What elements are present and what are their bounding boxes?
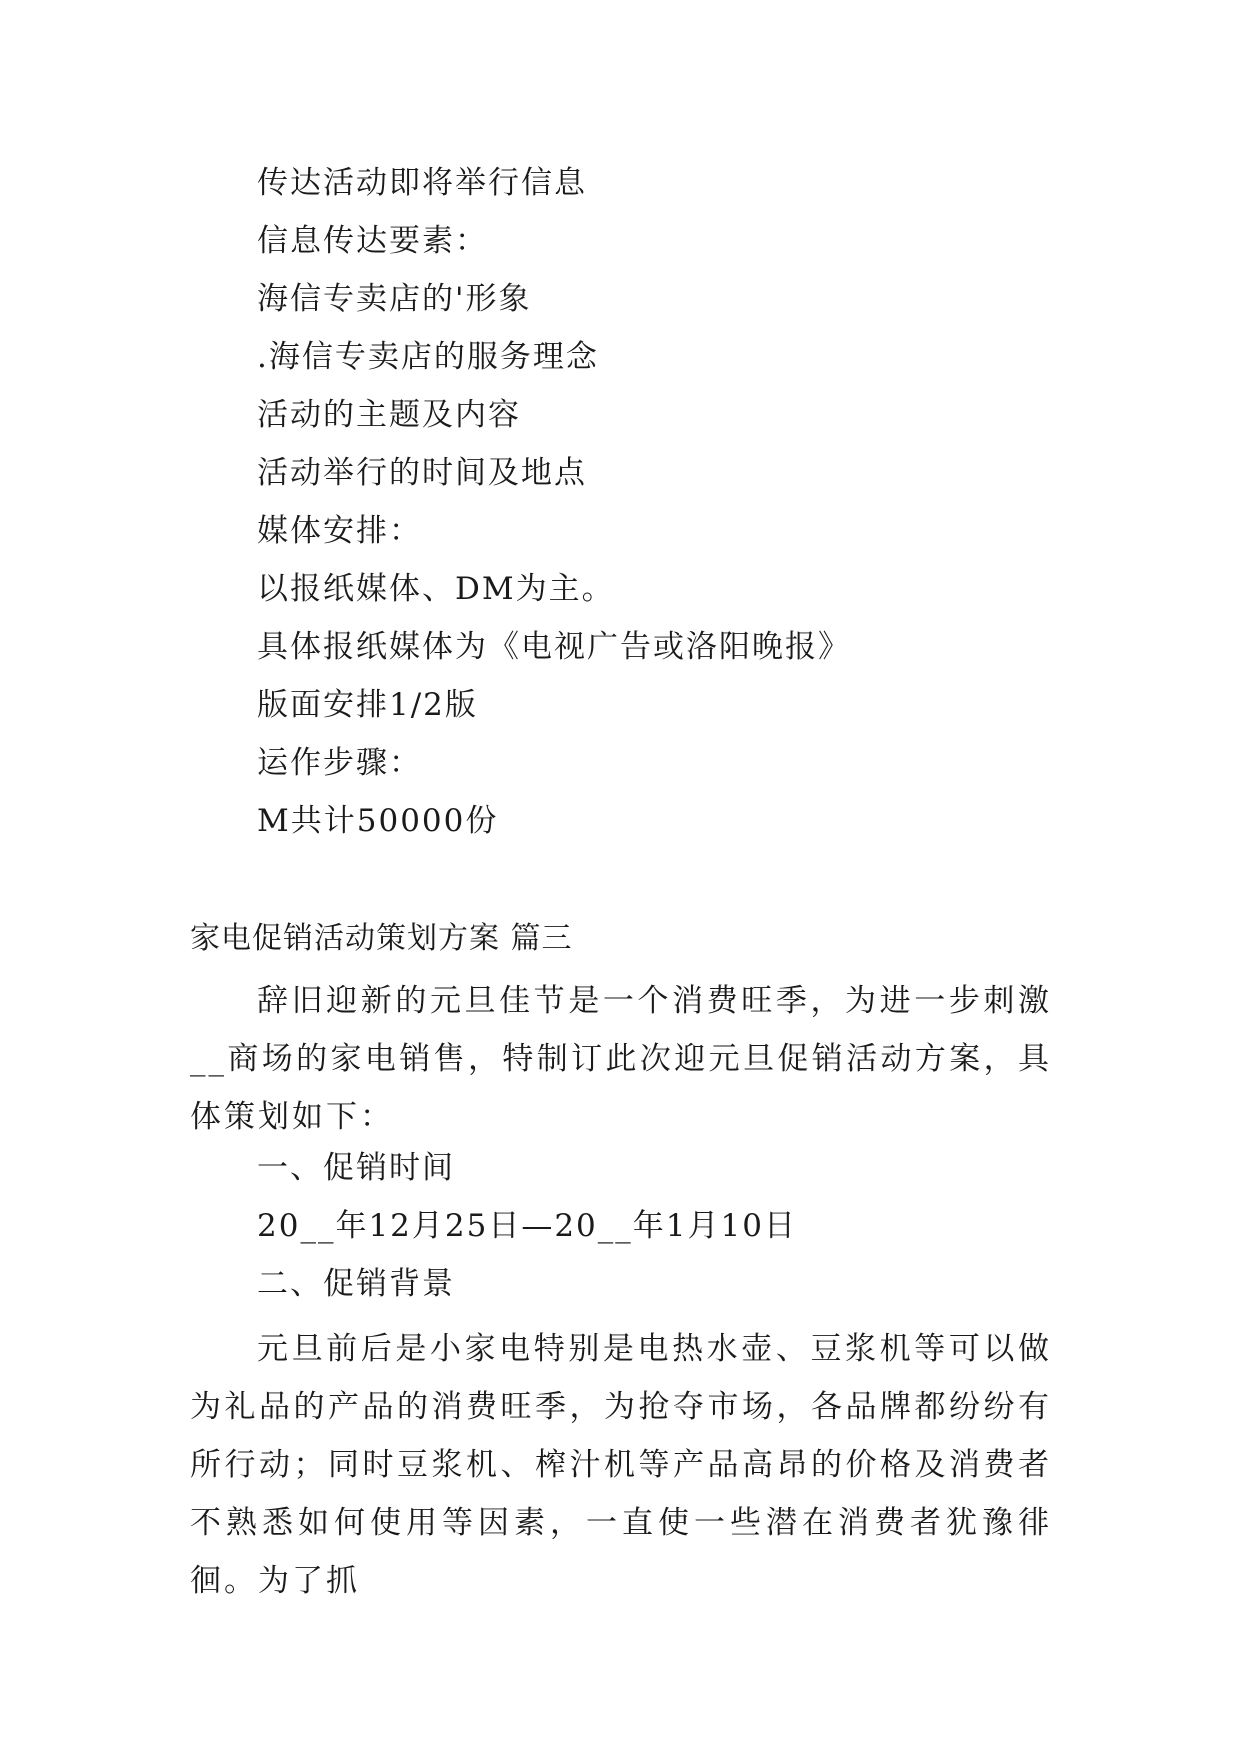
background-paragraph: 元旦前后是小家电特别是电热水壶、豆浆机等可以做为礼品的产品的消费旺季，为抢夺市场，各品牌都纷纷有所行动；同时豆浆机、榨汁机等产品高昂的价格及消费者不熟悉如何使用等因素，一直使一些潜在消费者犹豫徘徊。为了抓 <box>190 1331 1052 1599</box>
list-item: 媒体安排： <box>257 513 422 549</box>
list-item: 传达活动即将举行信息 <box>257 165 587 201</box>
list-item: 以报纸媒体、DM为主。 <box>257 571 615 607</box>
section-heading: 家电促销活动策划方案 篇三 <box>190 921 573 956</box>
list-item: 活动的主题及内容 <box>257 397 521 433</box>
list-item: 信息传达要素： <box>257 223 488 259</box>
promo-background-heading: 二、促销背景 <box>257 1266 455 1302</box>
list-item: 活动举行的时间及地点 <box>257 455 587 491</box>
list-item: 具体报纸媒体为《电视广告或洛阳晚报》 <box>257 629 851 665</box>
list-item: 运作步骤： <box>257 745 422 781</box>
intro-paragraph: 辞旧迎新的元旦佳节是一个消费旺季，为进一步刺激__商场的家电销售，特制订此次迎元旦促销活动方案，具体策划如下： <box>190 983 1052 1135</box>
list-item: 版面安排1/2版 <box>257 687 478 723</box>
list-item: M共计50000份 <box>257 803 499 839</box>
list-item: .海信专卖店的服务理念 <box>257 339 599 375</box>
list-item: 海信专卖店的'形象 <box>257 281 532 317</box>
promo-time-value: 20__年12月25日—20__年1月10日 <box>257 1208 797 1244</box>
promo-time-heading: 一、促销时间 <box>257 1150 455 1186</box>
